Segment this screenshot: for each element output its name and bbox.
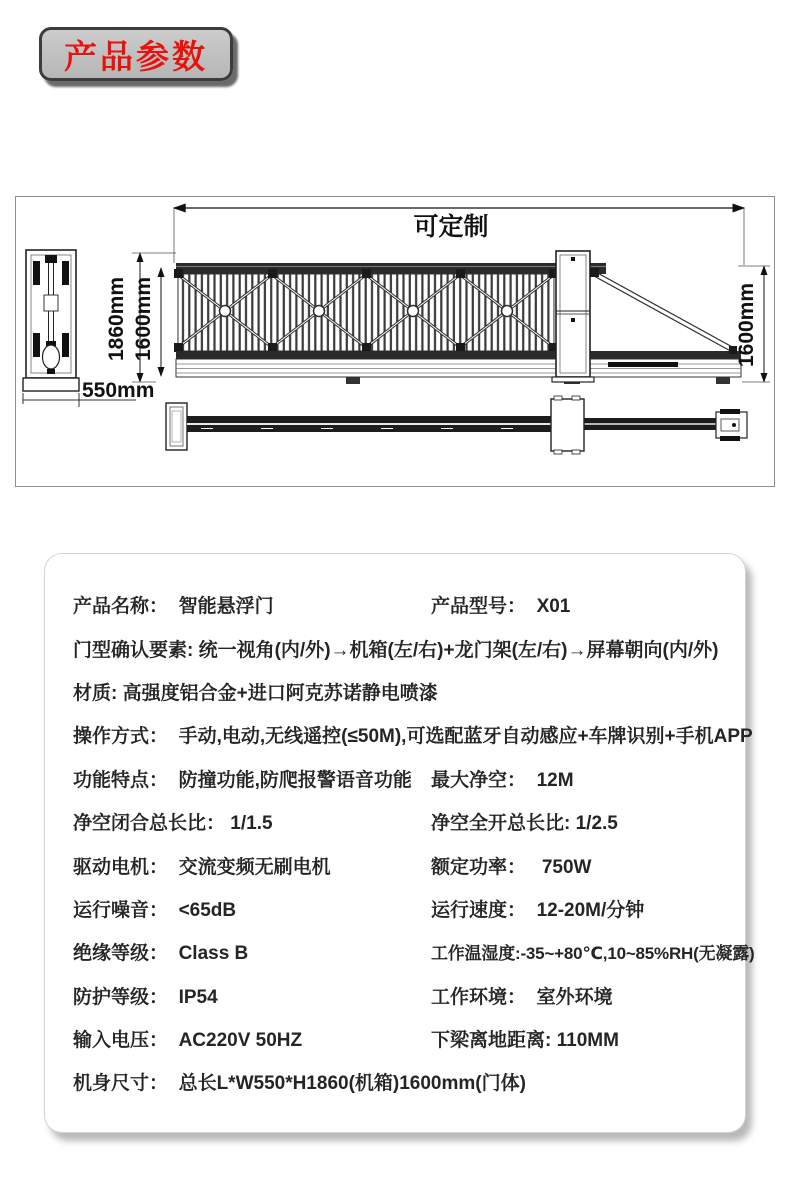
spec-label: 运行噪音： (73, 899, 179, 921)
spec-row-noise (73, 887, 725, 930)
spec-row-operation (73, 713, 753, 756)
height-dimension-right (735, 266, 770, 382)
spec-cell (431, 982, 725, 1009)
technical-drawing-panel (15, 196, 775, 487)
spec-value: AC220V 50HZ (178, 1030, 303, 1052)
gate-plan-view (166, 396, 747, 454)
spec-cell (431, 1025, 725, 1052)
spec-row-product-name (73, 583, 725, 626)
product-params-badge (39, 27, 233, 81)
spec-cell (431, 808, 725, 835)
spec-label: 输入电压： (73, 1030, 179, 1052)
spec-row-protection (73, 974, 725, 1017)
tail-height-dim-label: 1600mm (735, 282, 758, 368)
spec-cell (431, 591, 725, 618)
spec-value: 防撞功能,防爬报警语音功能 (178, 769, 412, 791)
spec-cell (73, 938, 431, 965)
spec-cell (73, 1025, 431, 1052)
spec-value: 交流变频无刷电机 (178, 856, 331, 878)
spec-label: 功能特点： (73, 769, 179, 791)
spec-label: 防护等级： (73, 986, 179, 1008)
spec-cell (431, 895, 725, 922)
cabinet-width-dim-label: 550mm (82, 379, 155, 402)
spec-cell (73, 591, 431, 618)
gantry-post-front (552, 251, 594, 382)
spec-row-insulation (73, 930, 755, 973)
spec-label: 机身尺寸： (73, 1073, 179, 1095)
spec-label: 运行速度： (431, 899, 537, 921)
spec-value: 12-20M/分钟 (536, 899, 645, 921)
customizable-length-dimension (174, 208, 744, 265)
spec-label: 工作环境： (431, 986, 537, 1008)
spec-value: X01 (536, 596, 571, 618)
spec-label: 工作温湿度: (431, 944, 521, 964)
spec-cell (73, 852, 431, 879)
spec-value: <65dB (178, 899, 237, 921)
spec-label: 操作方式： (73, 726, 179, 748)
spec-value: 室外环境 (536, 986, 613, 1008)
spec-label: 下梁离地距离: (431, 1030, 557, 1052)
spec-value: Class B (178, 943, 249, 965)
spec-value: 总长L*W550*H1860(机箱)1600mm(门体) (178, 1073, 526, 1095)
spec-label: 最大净空： (431, 769, 537, 791)
spec-row-dimensions (73, 1060, 725, 1103)
spec-row-features (73, 757, 725, 800)
spec-cell (73, 1068, 725, 1095)
spec-row-motor (73, 843, 725, 886)
spec-label: 驱动电机： (73, 856, 179, 878)
spec-label: 材质: (73, 682, 123, 704)
gate-technical-drawing (16, 197, 774, 486)
spec-row-length-ratio (73, 800, 725, 843)
spec-cell (431, 939, 755, 964)
spec-value: 12M (536, 769, 574, 791)
spec-cell (73, 895, 431, 922)
spec-cell (431, 765, 725, 792)
spec-value: IP54 (178, 986, 218, 1008)
spec-row-material (73, 670, 725, 713)
spec-cell (73, 765, 431, 792)
spec-value: 1/1.5 (230, 813, 273, 835)
spec-card (44, 553, 755, 1133)
spec-label: 净空全开总长比: (431, 813, 576, 835)
spec-cell (73, 982, 431, 1009)
spec-row-door-type (73, 626, 725, 669)
spec-cell (431, 852, 725, 879)
spec-label: 额定功率： (431, 856, 542, 878)
total-height-dim-label: 1860mm (105, 276, 128, 362)
product-params-badge-label: 产品参数 (64, 37, 208, 75)
spec-cell (73, 678, 725, 705)
spec-value: -35~+80℃,10~85%RH(无凝露) (520, 944, 755, 964)
door-height-dim-label: 1600mm (132, 276, 155, 362)
spec-label: 绝缘等级： (73, 943, 179, 965)
spec-value: 统一视角(内/外)→机箱(左/右)+龙门架(左/右)→屏幕朝向(内/外) (198, 639, 719, 661)
spec-value: 110MM (556, 1030, 619, 1052)
spec-label: 产品名称： (73, 596, 179, 618)
spec-value: 1/2.5 (575, 813, 618, 835)
height-dimensions-left (105, 253, 176, 382)
spec-label: 产品型号： (431, 596, 537, 618)
spec-label: 净空闭合总长比： (73, 813, 231, 835)
spec-value: 智能悬浮门 (178, 596, 274, 618)
spec-row-voltage (73, 1017, 725, 1060)
tail-diagonal-brace (590, 268, 737, 354)
spec-value: 750W (541, 856, 592, 878)
spec-cell (73, 808, 431, 835)
spec-value: 手动,电动,无线遥控(≤50M),可选配蓝牙自动感应+车牌识别+手机APP (178, 726, 753, 748)
spec-cell (73, 721, 753, 748)
spec-label: 门型确认要素: (73, 639, 199, 661)
customizable-dim-label: 可定制 (413, 213, 489, 241)
spec-cell (73, 635, 725, 662)
gate-front-view (174, 263, 741, 384)
spec-value: 高强度铝合金+进口阿克苏诺静电喷漆 (122, 682, 438, 704)
